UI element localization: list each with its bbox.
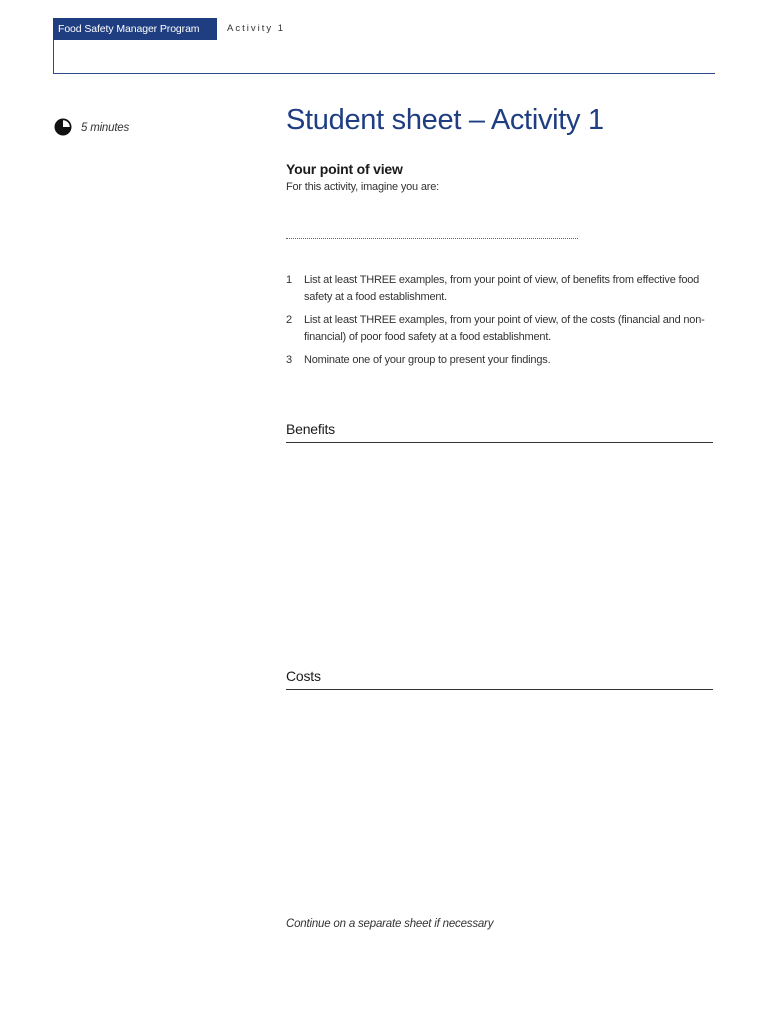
role-answer-field[interactable]	[286, 230, 578, 239]
benefits-writing-area[interactable]	[286, 445, 713, 655]
activity-tag: Activity 1	[227, 23, 286, 34]
step-number: 2	[286, 314, 292, 326]
instruction-list	[286, 272, 716, 375]
step-text: Nominate one of your group to present your findings.	[304, 354, 551, 366]
list-item	[286, 352, 716, 369]
program-name: Food Safety Manager Program	[53, 18, 217, 40]
costs-writing-area[interactable]	[286, 693, 713, 903]
point-of-view-heading: Your point of view	[286, 161, 403, 177]
page-title: Student sheet – Activity 1	[286, 104, 604, 136]
benefits-heading: Benefits	[286, 421, 713, 443]
step-text: List at least THREE examples, from your point of view, of benefits from effective food safety at a food establishment.	[304, 274, 700, 303]
step-number: 3	[286, 354, 292, 366]
continuation-note: Continue on a separate sheet if necessary	[286, 918, 494, 930]
point-of-view-intro: For this activity, imagine you are:	[286, 181, 439, 193]
list-item	[286, 312, 716, 346]
costs-heading: Costs	[286, 668, 713, 690]
duration-label: 5 minutes	[81, 122, 130, 134]
step-text: List at least THREE examples, from your point of view, of the costs (financial and non-financial) of poor food safety at a food establishment.	[304, 314, 705, 343]
clock-icon	[54, 118, 72, 136]
list-item	[286, 272, 716, 306]
step-number: 1	[286, 274, 292, 286]
